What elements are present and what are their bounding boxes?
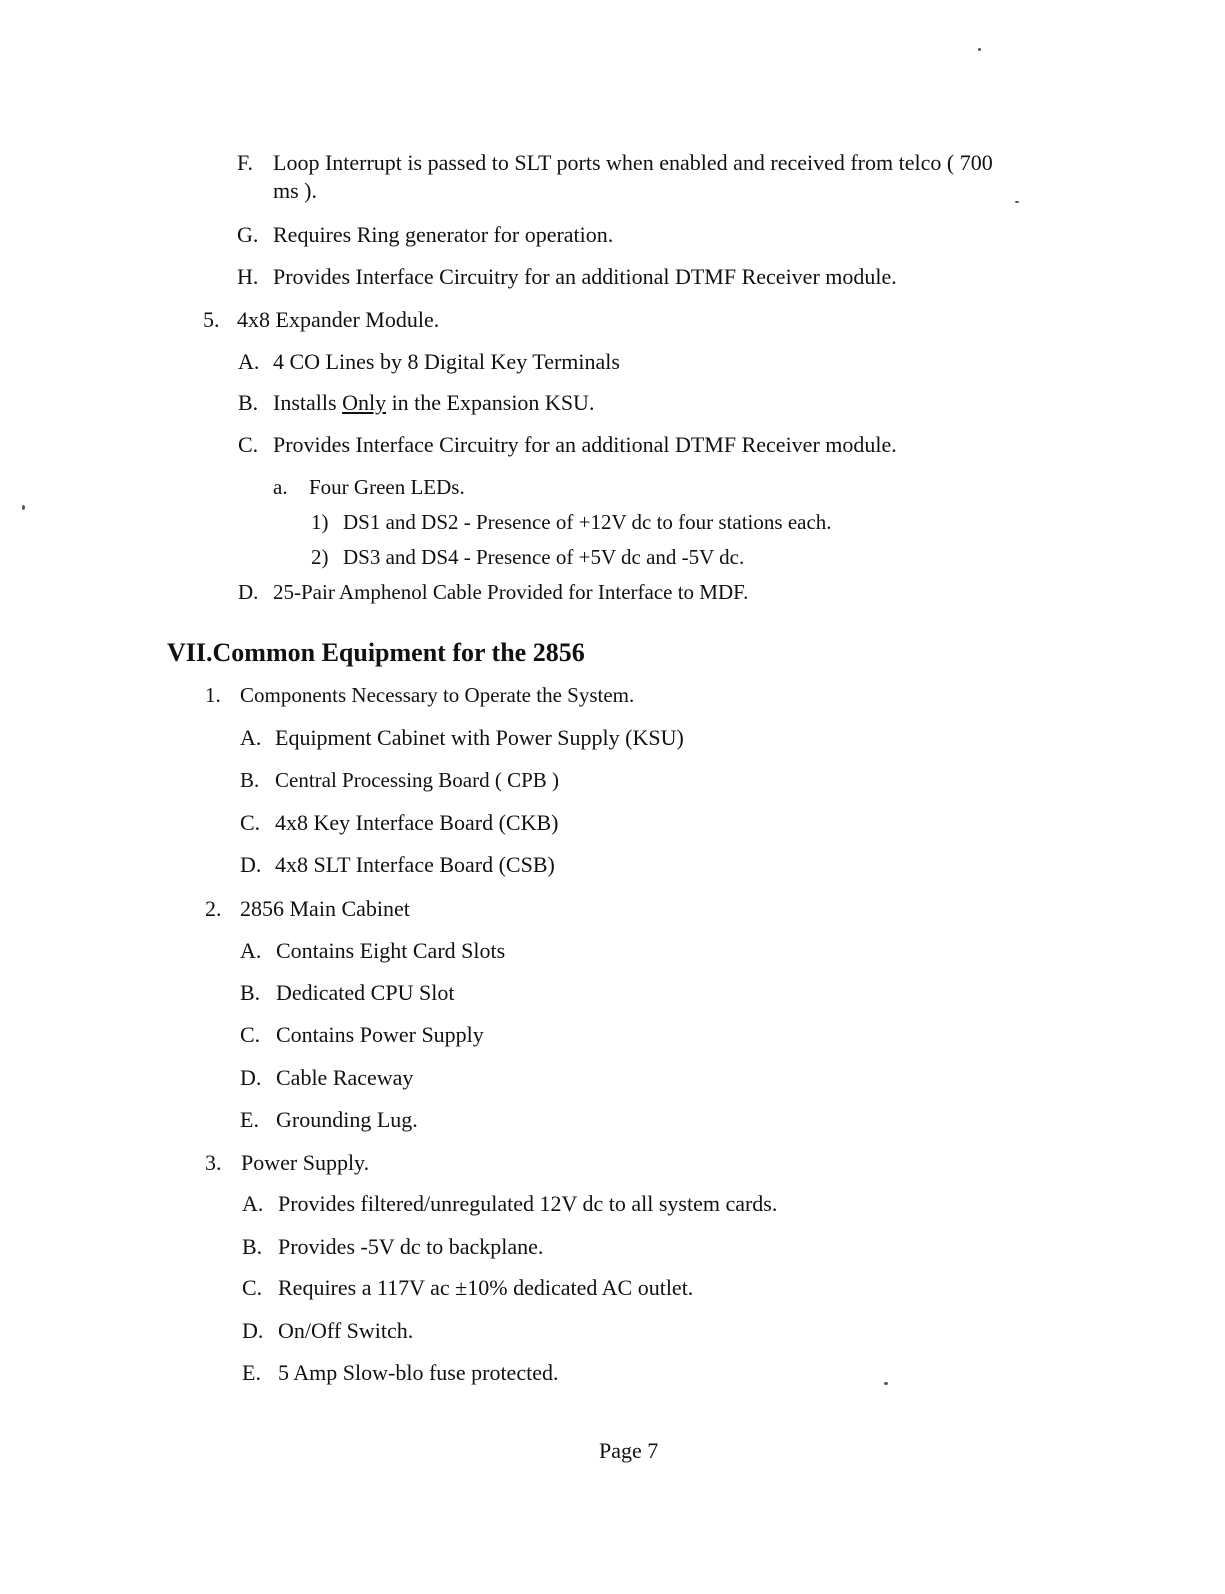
list-item-vii-1b xyxy=(240,767,559,793)
list-item-5c-a-1 xyxy=(311,509,832,535)
list-item-vii-2 xyxy=(205,896,410,922)
list-label: 5. xyxy=(203,307,220,332)
list-item-vii-3e xyxy=(242,1360,558,1386)
list-item-5c-a xyxy=(273,474,465,500)
list-label: 3. xyxy=(205,1150,222,1175)
list-text: Requires a 117V ac ±10% dedicated AC outlet. xyxy=(278,1275,694,1300)
list-label: B. xyxy=(238,390,259,415)
list-text: Loop Interrupt is passed to SLT ports when enabled and received from telco ( 700 xyxy=(273,150,993,175)
list-item-vii-1d xyxy=(240,852,555,878)
list-label: B. xyxy=(242,1234,263,1259)
list-text: Provides filtered/unregulated 12V dc to all system cards. xyxy=(278,1191,778,1216)
list-label: C. xyxy=(240,1022,261,1047)
list-label: C. xyxy=(240,810,261,835)
list-label: 2) xyxy=(311,545,329,569)
list-label: D. xyxy=(240,852,262,877)
list-text: Provides Interface Circuitry for an additional DTMF Receiver module. xyxy=(273,264,897,289)
section-heading: VII.Common Equipment for the 2856 xyxy=(167,638,585,667)
list-text: Power Supply. xyxy=(241,1150,370,1175)
list-text: Provides Interface Circuitry for an additional DTMF Receiver module. xyxy=(273,432,897,457)
scan-speck xyxy=(978,48,981,51)
list-label: 2. xyxy=(205,896,222,921)
list-label: D. xyxy=(242,1318,264,1343)
list-item-vii-1c xyxy=(240,810,558,836)
list-text: Contains Eight Card Slots xyxy=(276,938,506,963)
list-text: Requires Ring generator for operation. xyxy=(273,222,614,247)
list-label: D. xyxy=(240,1065,262,1090)
list-label: a. xyxy=(273,475,288,499)
list-item-vii-3a xyxy=(242,1191,777,1217)
list-item-h xyxy=(237,264,897,290)
list-text: Grounding Lug. xyxy=(276,1107,418,1132)
list-item-5b xyxy=(238,390,594,416)
list-label: C. xyxy=(242,1275,263,1300)
list-text: in the Expansion KSU. xyxy=(391,390,595,415)
list-label: A. xyxy=(240,938,262,963)
list-item-vii-2b xyxy=(240,980,454,1006)
list-item-vii-1a xyxy=(240,725,684,751)
list-text: ms ). xyxy=(273,178,317,203)
list-text: Equipment Cabinet with Power Supply (KSU) xyxy=(275,725,684,750)
underlined-word: Only xyxy=(342,390,387,415)
list-item-vii-3d xyxy=(242,1318,413,1344)
list-text: Components Necessary to Operate the System. xyxy=(240,683,635,707)
list-item-f xyxy=(237,150,993,176)
list-label: 1) xyxy=(311,510,329,534)
list-text: Dedicated CPU Slot xyxy=(276,980,455,1005)
list-item-vii-2a xyxy=(240,938,505,964)
list-text: 25-Pair Amphenol Cable Provided for Interface to MDF. xyxy=(273,580,749,604)
list-label: A. xyxy=(238,349,260,374)
list-text: 4x8 Key Interface Board (CKB) xyxy=(275,810,559,835)
list-text: Contains Power Supply xyxy=(276,1022,484,1047)
list-label: C. xyxy=(238,432,259,457)
list-item-g xyxy=(237,222,613,248)
list-item-f-continuation xyxy=(273,178,317,204)
list-label: A. xyxy=(240,725,262,750)
page-number: Page 7 xyxy=(599,1438,659,1463)
list-text: 4 CO Lines by 8 Digital Key Terminals xyxy=(273,349,620,374)
list-item-5 xyxy=(203,307,439,333)
list-item-vii-2c xyxy=(240,1022,484,1048)
scan-speck xyxy=(884,1382,888,1385)
list-label: B. xyxy=(240,768,260,792)
list-item-5d xyxy=(238,579,748,605)
list-text: Central Processing Board ( CPB ) xyxy=(275,768,560,792)
scan-speck xyxy=(1015,201,1019,203)
list-item-vii-3 xyxy=(205,1150,369,1176)
list-label: H. xyxy=(237,264,259,289)
list-text: Provides -5V dc to backplane. xyxy=(278,1234,544,1259)
list-text: 2856 Main Cabinet xyxy=(240,896,410,921)
list-item-vii-3b xyxy=(242,1234,543,1260)
list-label: E. xyxy=(242,1360,261,1385)
list-text: DS3 and DS4 - Presence of +5V dc and -5V dc. xyxy=(343,545,745,569)
list-label: D. xyxy=(238,580,259,604)
list-label: A. xyxy=(242,1191,264,1216)
list-text: DS1 and DS2 - Presence of +12V dc to four stations each. xyxy=(343,510,832,534)
list-item-5c xyxy=(238,432,897,458)
list-text: Installs xyxy=(273,390,337,415)
list-label: F. xyxy=(237,150,253,175)
list-item-vii-3c xyxy=(242,1275,693,1301)
list-text: Four Green LEDs. xyxy=(309,475,465,499)
list-text: 4x8 Expander Module. xyxy=(237,307,440,332)
list-item-5a xyxy=(238,349,620,375)
list-item-vii-1 xyxy=(205,682,634,708)
scan-speck xyxy=(22,505,25,510)
list-text: 4x8 SLT Interface Board (CSB) xyxy=(275,852,555,877)
list-label: E. xyxy=(240,1107,259,1132)
list-label: B. xyxy=(240,980,261,1005)
list-item-5c-a-2 xyxy=(311,544,744,570)
list-label: 1. xyxy=(205,683,221,707)
list-text: On/Off Switch. xyxy=(278,1318,414,1343)
list-item-vii-2d xyxy=(240,1065,413,1091)
list-label: G. xyxy=(237,222,259,247)
list-text: Cable Raceway xyxy=(276,1065,414,1090)
list-item-vii-2e xyxy=(240,1107,418,1133)
list-text: 5 Amp Slow-blo fuse protected. xyxy=(278,1360,559,1385)
